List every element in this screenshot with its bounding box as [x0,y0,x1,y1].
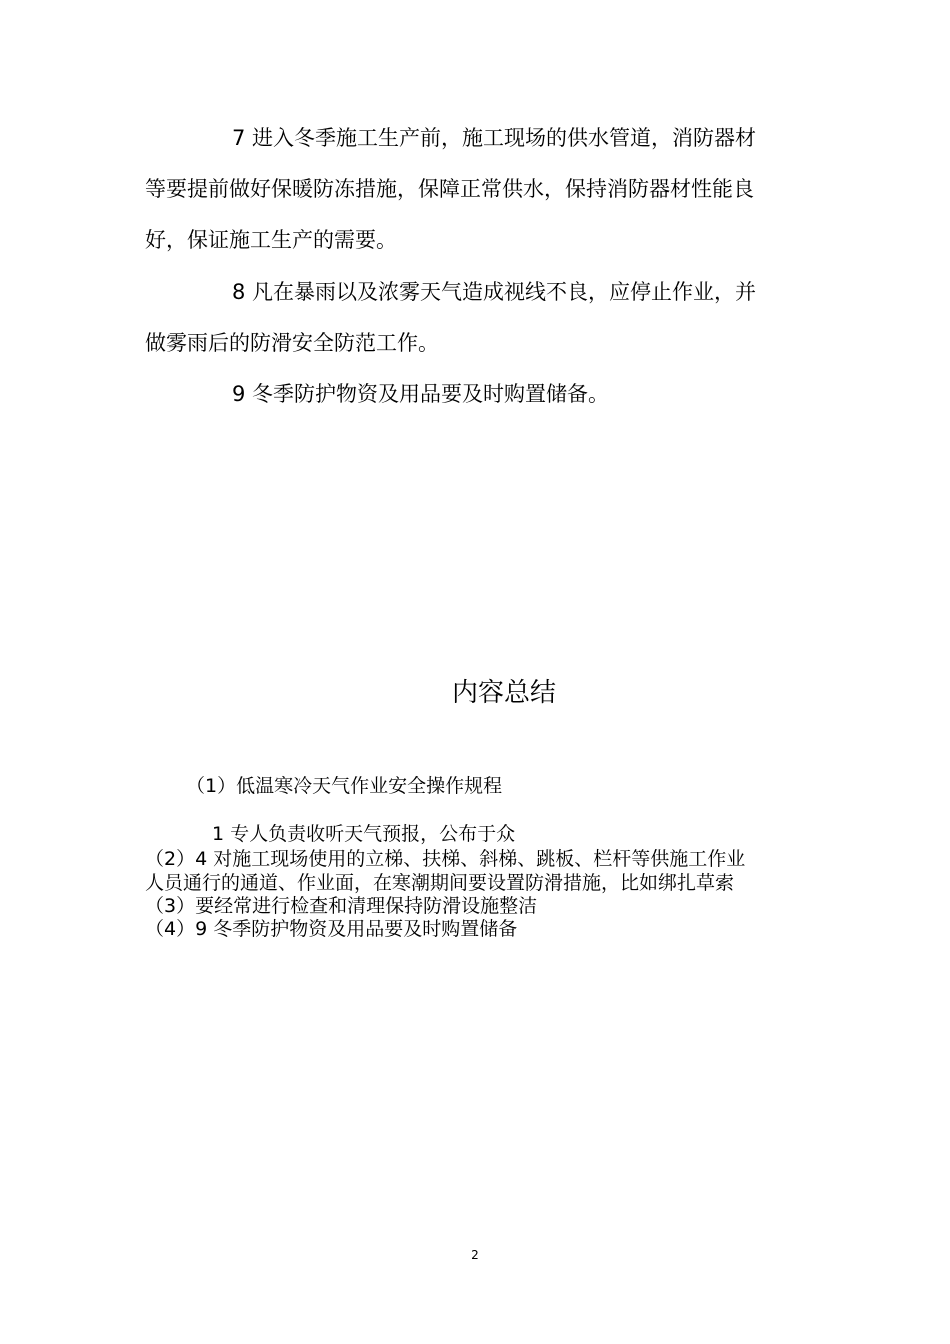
summary-item-1-sub: 1 专人负责收听天气预报，公布于众 [212,823,516,845]
summary-item-4: （4）9 冬季防护物资及用品要及时购置储备 [145,918,518,940]
summary-item-2-line1: （2）4 对施工现场使用的立梯、扶梯、斜梯、跳板、栏杆等供施工作业 [145,848,746,870]
summary-title: 内容总结 [451,678,556,708]
para8-line2: 做雾雨后的防滑安全防范工作。 [145,331,439,355]
summary-item-2-line2: 人员通行的通道、作业面，在寒潮期间要设置防滑措施，比如绑扎草索 [145,872,735,894]
summary-item-1: （1）低温寒冷天气作业安全操作规程 [186,775,503,797]
para7-line2: 等要提前做好保暖防冻措施，保障正常供水，保持消防器材性能良 [145,177,754,201]
para9-line1: 9 冬季防护物资及用品要及时购置储备。 [232,382,610,406]
para8-line1: 8 凡在暴雨以及浓雾天气造成视线不良，应停止作业，并 [232,280,757,304]
page-number: 2 [471,1248,479,1262]
summary-item-3: （3）要经常进行检查和清理保持防滑设施整洁 [145,895,538,917]
para7-line3: 好，保证施工生产的需要。 [145,228,397,252]
para7-line1: 7 进入冬季施工生产前，施工现场的供水管道，消防器材 [232,126,757,150]
